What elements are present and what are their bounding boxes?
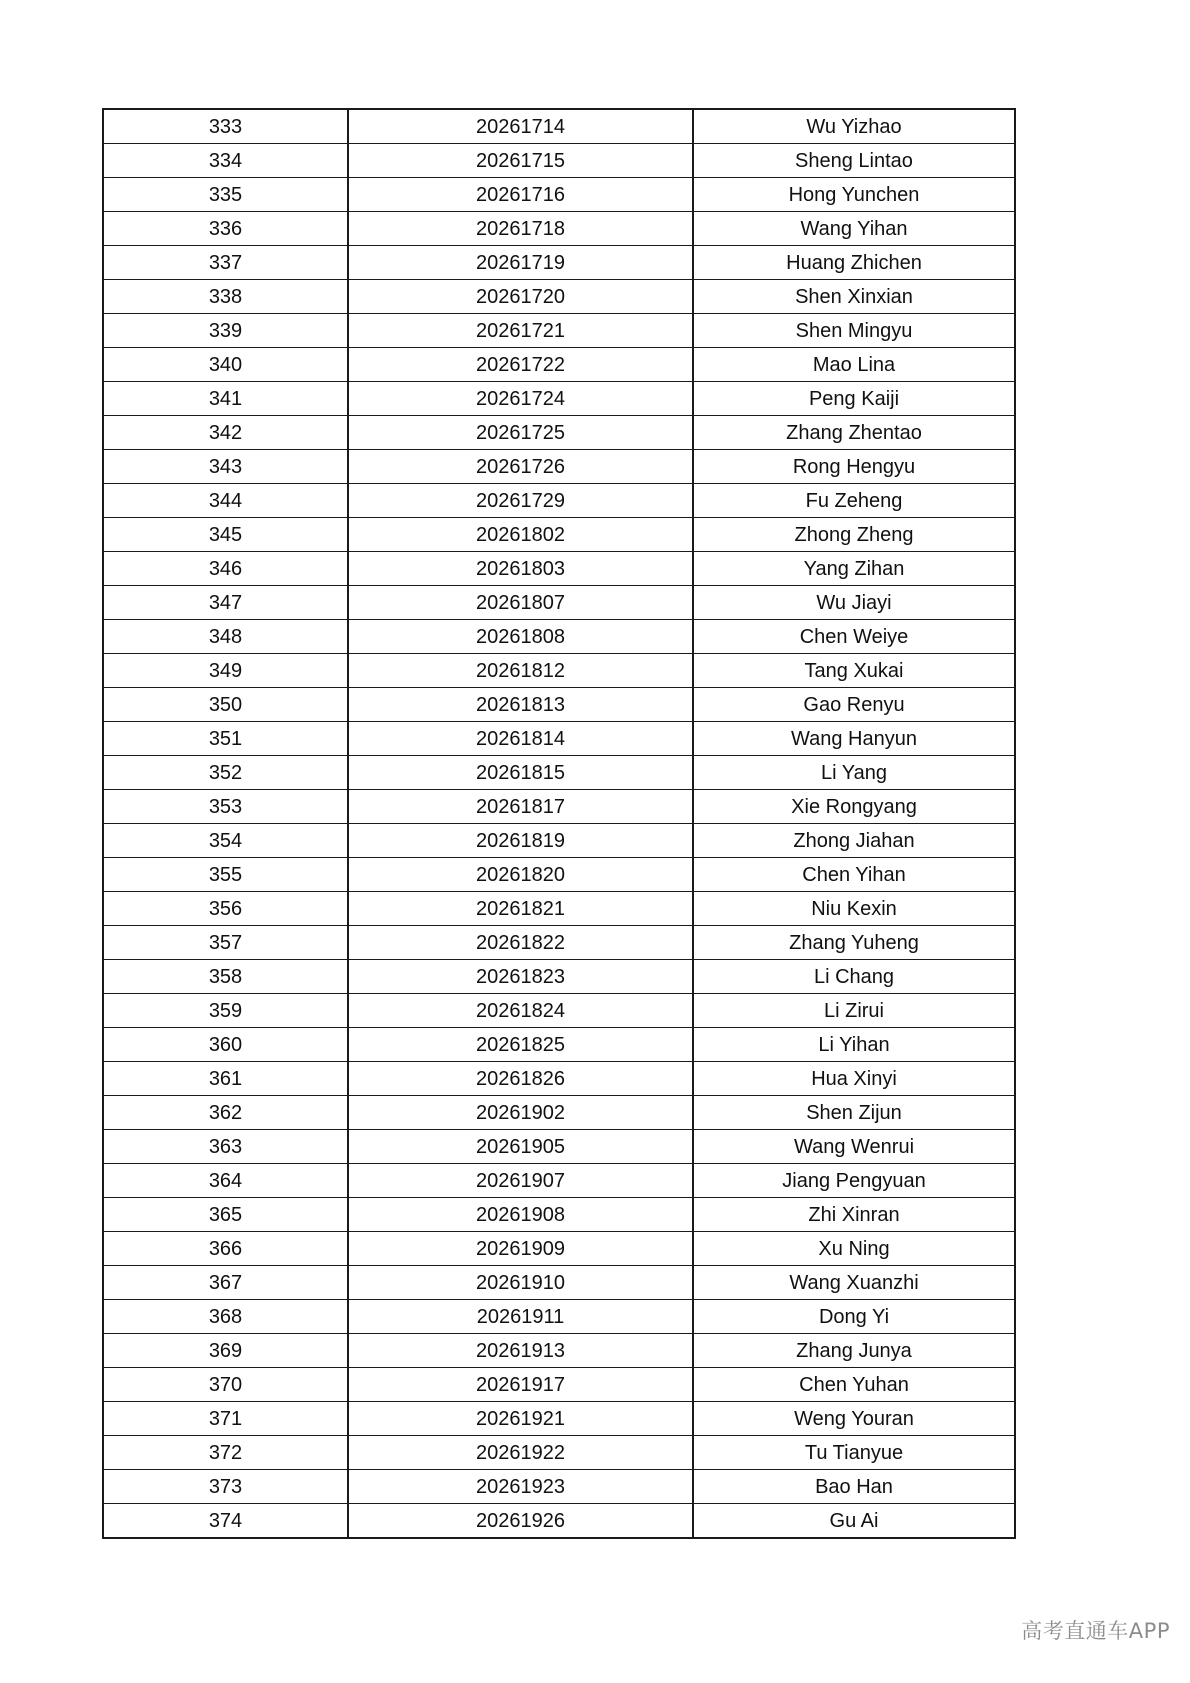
table-row [103, 144, 1015, 178]
student-name-cell: Shen Xinxian [693, 280, 1015, 314]
table-row [103, 824, 1015, 858]
student-id-cell: 20261825 [348, 1028, 693, 1062]
table-row [103, 1062, 1015, 1096]
student-name-cell: Wang Xuanzhi [693, 1266, 1015, 1300]
student-name-cell: Li Chang [693, 960, 1015, 994]
student-name-cell: Zhang Junya [693, 1334, 1015, 1368]
table-row [103, 1504, 1015, 1539]
student-id-cell: 20261824 [348, 994, 693, 1028]
student-id-cell: 20261817 [348, 790, 693, 824]
row-number-cell: 367 [103, 1266, 348, 1300]
row-number-cell: 337 [103, 246, 348, 280]
table-row [103, 280, 1015, 314]
student-id-cell: 20261823 [348, 960, 693, 994]
student-id-cell: 20261719 [348, 246, 693, 280]
row-number-cell: 373 [103, 1470, 348, 1504]
student-id-cell: 20261917 [348, 1368, 693, 1402]
student-name-cell: Hua Xinyi [693, 1062, 1015, 1096]
student-id-cell: 20261716 [348, 178, 693, 212]
student-id-cell: 20261812 [348, 654, 693, 688]
table-row [103, 416, 1015, 450]
student-id-cell: 20261718 [348, 212, 693, 246]
student-name-cell: Weng Youran [693, 1402, 1015, 1436]
table-row [103, 960, 1015, 994]
row-number-cell: 334 [103, 144, 348, 178]
row-number-cell: 338 [103, 280, 348, 314]
row-number-cell: 354 [103, 824, 348, 858]
table-row [103, 1096, 1015, 1130]
student-name-cell: Zhi Xinran [693, 1198, 1015, 1232]
table-row [103, 1368, 1015, 1402]
student-name-cell: Tang Xukai [693, 654, 1015, 688]
student-name-cell: Shen Mingyu [693, 314, 1015, 348]
row-number-cell: 345 [103, 518, 348, 552]
table-row [103, 926, 1015, 960]
row-number-cell: 359 [103, 994, 348, 1028]
table-row [103, 1334, 1015, 1368]
student-name-cell: Wang Hanyun [693, 722, 1015, 756]
row-number-cell: 340 [103, 348, 348, 382]
student-name-cell: Mao Lina [693, 348, 1015, 382]
student-name-cell: Rong Hengyu [693, 450, 1015, 484]
row-number-cell: 333 [103, 109, 348, 144]
row-number-cell: 349 [103, 654, 348, 688]
row-number-cell: 371 [103, 1402, 348, 1436]
table-row [103, 586, 1015, 620]
row-number-cell: 356 [103, 892, 348, 926]
student-id-cell: 20261722 [348, 348, 693, 382]
student-id-cell: 20261715 [348, 144, 693, 178]
student-name-cell: Niu Kexin [693, 892, 1015, 926]
student-id-cell: 20261820 [348, 858, 693, 892]
student-id-cell: 20261814 [348, 722, 693, 756]
table-row [103, 892, 1015, 926]
roster-body [103, 109, 1015, 1538]
student-name-cell: Gao Renyu [693, 688, 1015, 722]
row-number-cell: 360 [103, 1028, 348, 1062]
table-row [103, 1470, 1015, 1504]
table-row [103, 246, 1015, 280]
student-name-cell: Fu Zeheng [693, 484, 1015, 518]
student-name-cell: Wang Wenrui [693, 1130, 1015, 1164]
row-number-cell: 335 [103, 178, 348, 212]
table-row [103, 1300, 1015, 1334]
student-name-cell: Chen Yihan [693, 858, 1015, 892]
row-number-cell: 372 [103, 1436, 348, 1470]
table-row [103, 178, 1015, 212]
student-name-cell: Li Yang [693, 756, 1015, 790]
student-name-cell: Chen Yuhan [693, 1368, 1015, 1402]
table-row [103, 654, 1015, 688]
student-id-cell: 20261803 [348, 552, 693, 586]
table-row [103, 348, 1015, 382]
student-name-cell: Dong Yi [693, 1300, 1015, 1334]
table-row [103, 552, 1015, 586]
student-id-cell: 20261721 [348, 314, 693, 348]
row-number-cell: 361 [103, 1062, 348, 1096]
student-name-cell: Li Zirui [693, 994, 1015, 1028]
student-name-cell: Yang Zihan [693, 552, 1015, 586]
student-id-cell: 20261923 [348, 1470, 693, 1504]
table-row [103, 1402, 1015, 1436]
row-number-cell: 357 [103, 926, 348, 960]
student-id-cell: 20261907 [348, 1164, 693, 1198]
student-name-cell: Huang Zhichen [693, 246, 1015, 280]
student-name-cell: Bao Han [693, 1470, 1015, 1504]
student-id-cell: 20261910 [348, 1266, 693, 1300]
row-number-cell: 362 [103, 1096, 348, 1130]
table-row [103, 620, 1015, 654]
row-number-cell: 353 [103, 790, 348, 824]
student-name-cell: Jiang Pengyuan [693, 1164, 1015, 1198]
row-number-cell: 369 [103, 1334, 348, 1368]
student-name-cell: Chen Weiye [693, 620, 1015, 654]
row-number-cell: 364 [103, 1164, 348, 1198]
student-id-cell: 20261714 [348, 109, 693, 144]
row-number-cell: 341 [103, 382, 348, 416]
table-row [103, 109, 1015, 144]
row-number-cell: 368 [103, 1300, 348, 1334]
table-row [103, 858, 1015, 892]
student-id-cell: 20261819 [348, 824, 693, 858]
student-name-cell: Wu Jiayi [693, 586, 1015, 620]
student-name-cell: Wu Yizhao [693, 109, 1015, 144]
student-name-cell: Hong Yunchen [693, 178, 1015, 212]
student-name-cell: Tu Tianyue [693, 1436, 1015, 1470]
row-number-cell: 348 [103, 620, 348, 654]
table-row [103, 1436, 1015, 1470]
student-id-cell: 20261908 [348, 1198, 693, 1232]
table-row [103, 518, 1015, 552]
student-id-cell: 20261726 [348, 450, 693, 484]
student-id-cell: 20261826 [348, 1062, 693, 1096]
student-id-cell: 20261913 [348, 1334, 693, 1368]
student-id-cell: 20261720 [348, 280, 693, 314]
table-row [103, 1266, 1015, 1300]
row-number-cell: 343 [103, 450, 348, 484]
row-number-cell: 370 [103, 1368, 348, 1402]
student-name-cell: Gu Ai [693, 1504, 1015, 1539]
student-name-cell: Zhong Jiahan [693, 824, 1015, 858]
student-name-cell: Wang Yihan [693, 212, 1015, 246]
student-name-cell: Zhang Yuheng [693, 926, 1015, 960]
student-name-cell: Xu Ning [693, 1232, 1015, 1266]
student-name-cell: Xie Rongyang [693, 790, 1015, 824]
roster-table [102, 108, 1016, 1539]
row-number-cell: 366 [103, 1232, 348, 1266]
table-row [103, 1028, 1015, 1062]
student-name-cell: Zhong Zheng [693, 518, 1015, 552]
student-name-cell: Zhang Zhentao [693, 416, 1015, 450]
student-name-cell: Shen Zijun [693, 1096, 1015, 1130]
student-id-cell: 20261729 [348, 484, 693, 518]
table-row [103, 450, 1015, 484]
student-id-cell: 20261808 [348, 620, 693, 654]
table-row [103, 314, 1015, 348]
table-row [103, 790, 1015, 824]
table-row [103, 994, 1015, 1028]
row-number-cell: 365 [103, 1198, 348, 1232]
row-number-cell: 358 [103, 960, 348, 994]
table-row [103, 484, 1015, 518]
table-row [103, 212, 1015, 246]
student-name-cell: Sheng Lintao [693, 144, 1015, 178]
row-number-cell: 336 [103, 212, 348, 246]
watermark-text: 高考直通车APP [1021, 1619, 1170, 1643]
student-id-cell: 20261905 [348, 1130, 693, 1164]
student-id-cell: 20261807 [348, 586, 693, 620]
student-id-cell: 20261911 [348, 1300, 693, 1334]
row-number-cell: 352 [103, 756, 348, 790]
student-id-cell: 20261922 [348, 1436, 693, 1470]
table-row [103, 688, 1015, 722]
student-id-cell: 20261724 [348, 382, 693, 416]
table-row [103, 756, 1015, 790]
student-id-cell: 20261902 [348, 1096, 693, 1130]
student-id-cell: 20261815 [348, 756, 693, 790]
row-number-cell: 347 [103, 586, 348, 620]
student-id-cell: 20261813 [348, 688, 693, 722]
student-id-cell: 20261909 [348, 1232, 693, 1266]
row-number-cell: 351 [103, 722, 348, 756]
student-name-cell: Li Yihan [693, 1028, 1015, 1062]
row-number-cell: 350 [103, 688, 348, 722]
row-number-cell: 363 [103, 1130, 348, 1164]
student-name-cell: Peng Kaiji [693, 382, 1015, 416]
row-number-cell: 355 [103, 858, 348, 892]
row-number-cell: 339 [103, 314, 348, 348]
student-id-cell: 20261802 [348, 518, 693, 552]
row-number-cell: 344 [103, 484, 348, 518]
row-number-cell: 342 [103, 416, 348, 450]
row-number-cell: 374 [103, 1504, 348, 1539]
student-id-cell: 20261725 [348, 416, 693, 450]
table-row [103, 1198, 1015, 1232]
student-id-cell: 20261822 [348, 926, 693, 960]
row-number-cell: 346 [103, 552, 348, 586]
table-row [103, 382, 1015, 416]
table-row [103, 1232, 1015, 1266]
student-id-cell: 20261921 [348, 1402, 693, 1436]
student-id-cell: 20261926 [348, 1504, 693, 1539]
student-id-cell: 20261821 [348, 892, 693, 926]
table-row [103, 1164, 1015, 1198]
table-row [103, 1130, 1015, 1164]
table-row [103, 722, 1015, 756]
